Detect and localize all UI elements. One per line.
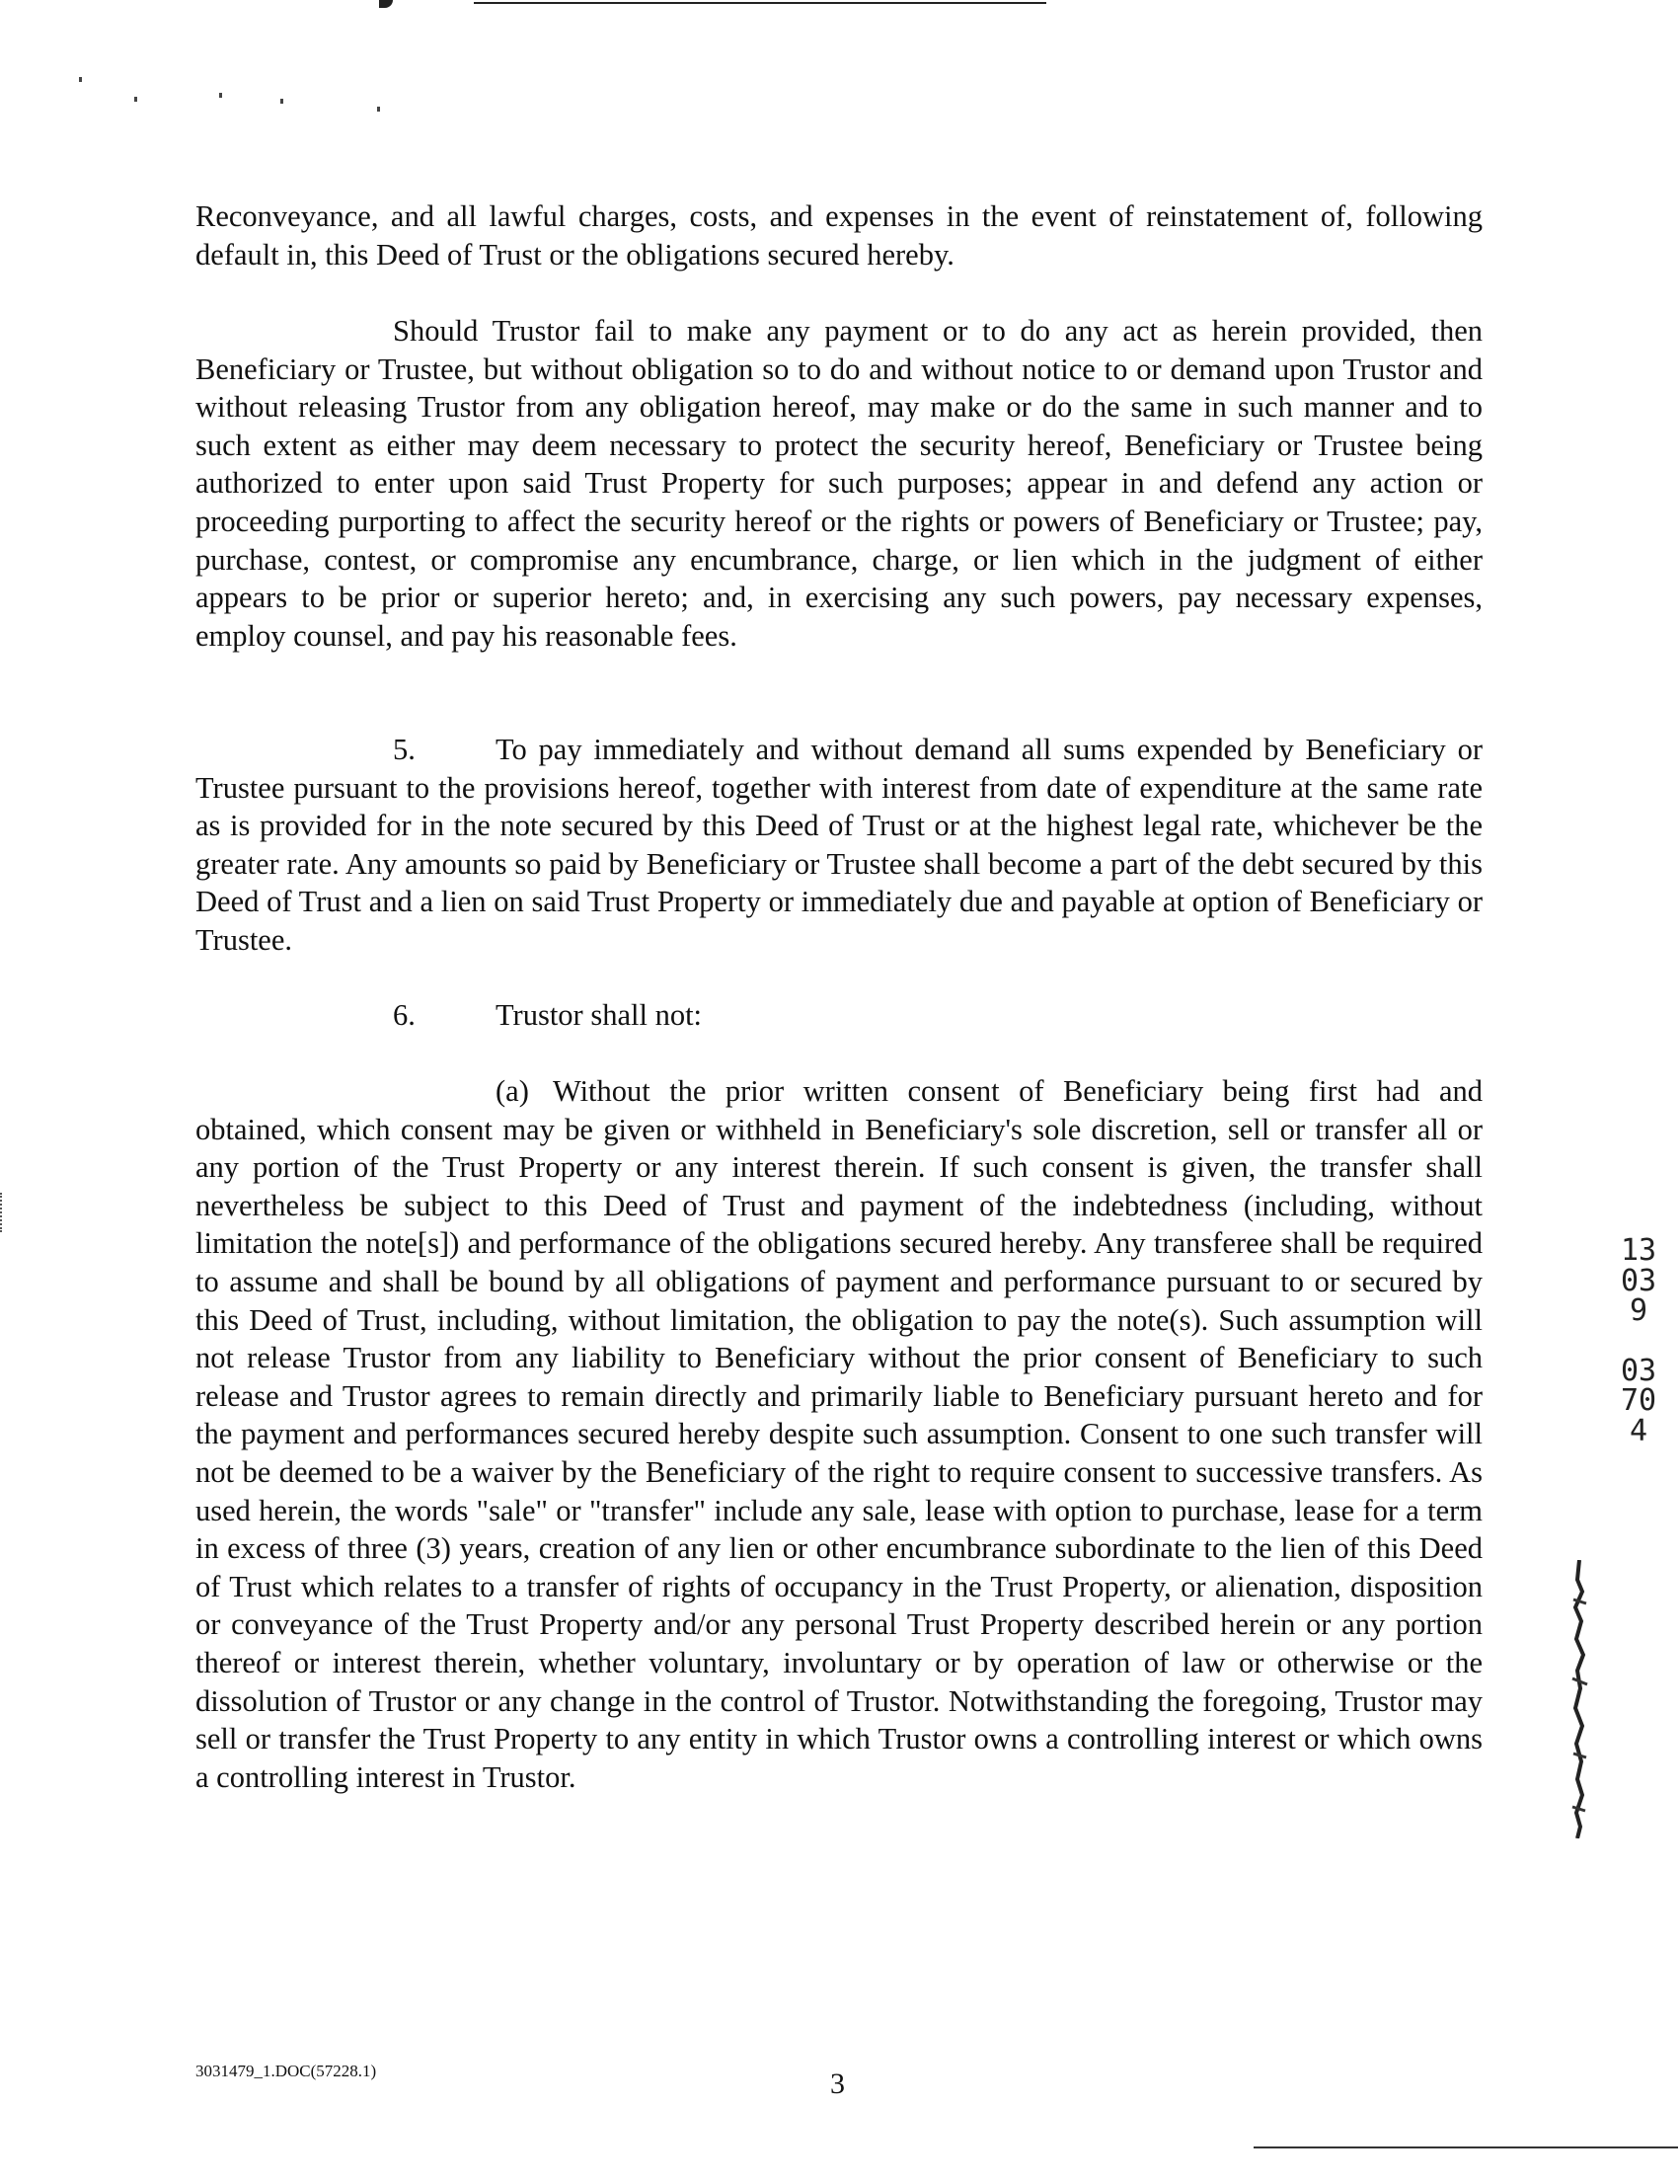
scan-top-rule xyxy=(474,2,1046,4)
page-number: 3 xyxy=(830,2067,845,2100)
scan-speck xyxy=(79,77,82,82)
item-6-number: 6. xyxy=(393,998,416,1032)
scan-left-edge xyxy=(0,1193,4,1232)
item-6a-label: (a) xyxy=(496,1074,529,1108)
item-6a-text: Without the prior written consent of Beneficiary being first had and obtained, which consent may be given or withheld in Beneficiary's sole discretion, sell or transfer all or any portion of the Trust Property or any interest therein. If such consent is given, the transfer shall nevertheless be subject to this Deed of Trust and payment of the indebtedness (including, without limitation the note[s]) and performance of the obligations secured hereby. Any transferee shall be required to assume and shall be bound by all obligations of payment and performance pursuant to or secured by this Deed of Trust, including, without limitation, the obligation to pay the note(s). Such assumption will not release Trustor from any liability to Beneficiary without the prior consent of Beneficiary to such release and Trustor agrees to remain directly and primarily liable to Beneficiary pursuant hereto and for the payment and performances secured hereby despite such assumption. Consent to one such transfer will not be deemed to be a waiver by the Beneficiary of the right to require consent to successive transfers. As used herein, the words "sale" or "transfer" include any sale, lease with option to purchase, lease for a term in excess of three (3) years, creation of any lien or other encumbrance subordinate to the lien of this Deed of Trust which relates to a transfer of rights of occupancy in the Trust Property, or alienation, disposition or conveyance of the Trust Property and/or any personal Trust Property described herein or any portion thereof or interest therein, whether voluntary, involuntary or by operation of law or otherwise or the dissolution of Trustor or any change in the control of Trustor. Notwithstanding the foregoing, Trustor may sell or transfer the Trust Property to any entity in which Trustor owns a controlling interest or which owns a controlling interest in Trustor. xyxy=(195,1074,1483,1794)
paragraph-trustor-failure: Should Trustor fail to make any payment or to do any act as herein provided, then Beneficiary or Trustee, but without obligation so to do and without notice to or demand upon Trustor and without releasing Trustor from any obligation hereof, may make or do the same in such manner and to such extent as either may deem necessary to protect the security hereof, Beneficiary or Trustee being authorized to enter upon said Trust Property for such purposes; appear in and defend any action or proceeding purporting to affect the security hereof or the rights or powers of Beneficiary or Trustee; pay, purchase, contest, or compromise any encumbrance, charge, or lien which in the judgment of either appears to be prior or superior hereto; and, in exercising any such powers, pay necessary expenses, employ counsel, and pay his reasonable fees. xyxy=(195,314,1483,653)
item-5-text: To pay immediately and without demand all sums expended by Beneficiary or Trustee pursuant to the provisions hereof, together with interest from date of expenditure at the same rate as is provided for in the note secured by this Deed of Trust or at the highest legal rate, whichever be the greater rate. Any amounts so paid by Beneficiary or Trustee shall become a part of the debt secured by this Deed of Trust and a lien on said Trust Property or immediately due and payable at option of Beneficiary or Trustee. xyxy=(195,733,1483,957)
scan-speck xyxy=(377,107,380,112)
recording-stamp-part-2: 03704 xyxy=(1620,1353,1657,1448)
item-5-number: 5. xyxy=(393,733,416,766)
margin-signature-mark xyxy=(1565,1560,1594,1838)
scan-speck xyxy=(280,99,283,104)
recording-stamp xyxy=(1619,1233,1658,1448)
document-reference: 3031479_1.DOC(57228.1) xyxy=(195,2062,377,2080)
scan-bottom-rule xyxy=(1254,2146,1678,2148)
item-6-text: Trustor shall not: xyxy=(496,998,703,1032)
scan-mark xyxy=(379,0,393,8)
recording-stamp-part-1: 13039 xyxy=(1620,1233,1657,1328)
paragraph-reconveyance: Reconveyance, and all lawful charges, costs, and expenses in the event of reinstatement of, following default in, this Deed of Trust or the obligations secured hereby. xyxy=(195,199,1483,272)
scan-speck xyxy=(219,93,222,98)
scan-speck xyxy=(134,97,137,102)
